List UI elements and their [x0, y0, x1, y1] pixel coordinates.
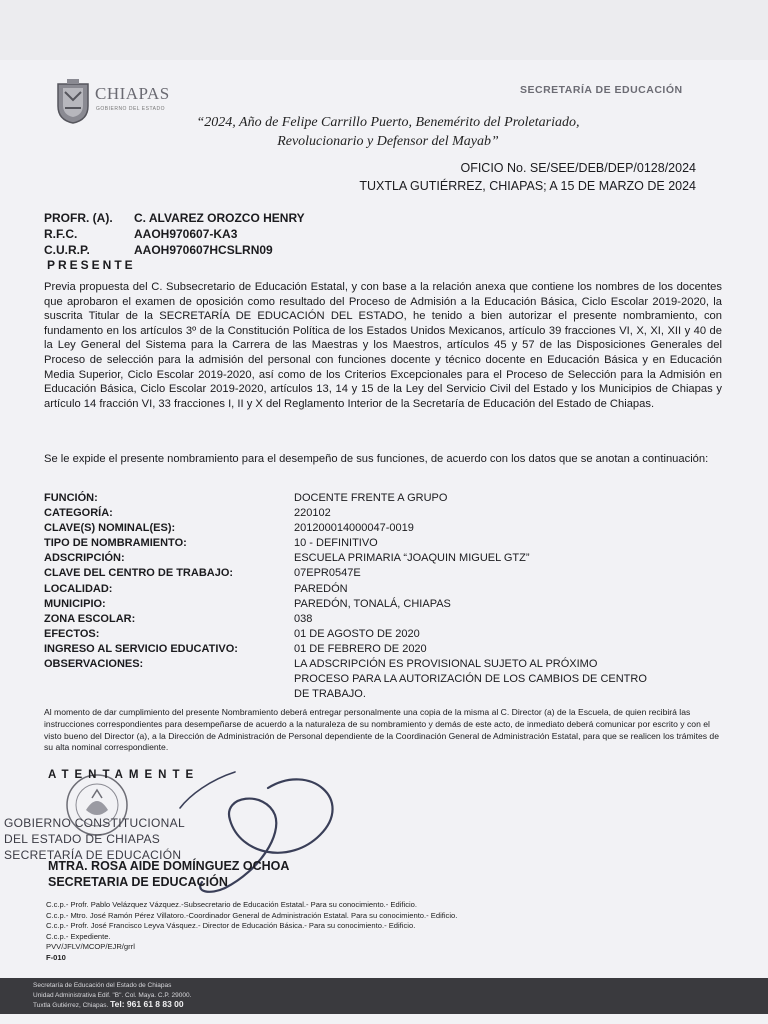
field-label: ADSCRIPCIÓN:: [44, 552, 125, 565]
ccp-line: C.c.p.- Expediente.: [46, 931, 111, 941]
field-label: TIPO DE NOMBRAMIENTO:: [44, 537, 187, 550]
field-label: INGRESO AL SERVICIO EDUCATIVO:: [44, 642, 238, 655]
place-date: TUXTLA GUTIÉRREZ, CHIAPAS; A 15 DE MARZO DE 2024: [359, 179, 696, 193]
field-label: EFECTOS:: [44, 627, 100, 640]
field-value: PAREDÓN, TONALÁ, CHIAPAS: [294, 597, 451, 610]
footer-line-3: [33, 1000, 191, 1011]
field-label: LOCALIDAD:: [44, 582, 113, 595]
footer-line-2: Unidad Administrativa Edif. "B". Col. Maya. C.P. 29000.: [33, 991, 192, 999]
rfc-label: R.F.C.: [44, 227, 78, 241]
field-value: 10 - DEFINITIVO: [294, 537, 378, 550]
footer-phone: Tel: 961 61 8 83 00: [110, 999, 184, 1009]
form-code: F-010: [46, 952, 66, 962]
ccp-line: C.c.p.- Profr. José Francisco Leyva Vásquez.- Director de Educación Básica.- Para su conocimiento.- Edificio.: [46, 921, 416, 930]
field-label: CLAVE(S) NOMINAL(ES):: [44, 522, 176, 535]
field-value: ESCUELA PRIMARIA “JOAQUIN MIGUEL GTZ”: [294, 552, 530, 565]
department-header: SECRETARÍA DE EDUCACIÓN: [520, 84, 683, 96]
field-row: [44, 597, 724, 612]
signer-name: MTRA. ROSA AIDE DOMÍNGUEZ OCHOA: [48, 859, 290, 873]
ccp-line: C.c.p.- Mtro. José Ramón Pérez Villatoro.-Coordinador General de Administración Estatal. Para su conocimiento.- Edificio.: [46, 910, 458, 920]
brand-name: CHIAPAS: [95, 84, 170, 103]
rfc-value: AAOH970607-KA3: [134, 227, 238, 241]
body-paragraph-1: Previa propuesta del C. Subsecretario de Educación Estatal, y con base a la relación anexa que contiene los nombres de los docentes que aprobaron el examen de oposición como resultado del Proceso de Admisión a la Educación Básica, Ciclo Escolar 2019-2020, la suscrita Titular de la SECRETARÍA DE EDUCACIÓN DEL ESTADO, he tenido a bien autorizar el presente nombramiento, con fundamento en los artículos 3º de la Constitución Política de los Estados Unidos Mexicanos, artículo 39 fracciones VI, X, XI, XII y 40 de la Ley General del Sistema para la Carrera de las Maestras y los Maestros, artículos 45 y 57 de las Disposiciones Generales del Proceso de selección para la admisión del personal con funciones docente y técnico docente en Educación Básica y en Educación Media Superior, Ciclo Escolar 2019-2020, así como de los Criterios Excepcionales para el Proceso de Selección para la Admisión en Educación Básica, Ciclo Escolar 2019-2020, artículos 13, 14 y 15 de la Ley del Servicio Civil del Estado y los Municipios de Chiapas y artículo 14 fracción VI, 33 fracciones I, II y X del Reglamento Interior de la Secretaría de Educación del Estado de Chiapas.: [44, 281, 722, 410]
field-row: [44, 582, 724, 597]
field-row: [44, 506, 724, 521]
field-label: OBSERVACIONES:: [44, 658, 144, 671]
chiapas-logo: [55, 78, 195, 128]
oficio-number: OFICIO No. SE/SEE/DEB/DEP/0128/2024: [460, 161, 696, 175]
field-label: CATEGORÍA:: [44, 507, 113, 520]
field-value: 038: [294, 612, 313, 625]
field-value: DOCENTE FRENTE A GRUPO: [294, 492, 448, 504]
field-value: 201200014000047-0019: [294, 522, 414, 535]
carbon-copy-list: [46, 900, 457, 963]
signer-block: [48, 858, 289, 890]
field-row: [44, 551, 724, 566]
stamp-line-1: GOBIERNO CONSTITUCIONAL: [4, 816, 185, 830]
curp-label: C.U.R.P.: [44, 243, 90, 257]
profr-label: PROFR. (A).: [44, 211, 113, 225]
body-paragraph-2: Se le expide el presente nombramiento para el desempeño de sus funciones, de acuerdo con los datos que se anotan a continuación:: [44, 453, 709, 465]
footer-bar: [0, 978, 768, 1014]
field-label: CLAVE DEL CENTRO DE TRABAJO:: [44, 567, 234, 580]
field-value: 220102: [294, 507, 331, 520]
brand-subtitle: GOBIERNO DEL ESTADO: [96, 106, 165, 112]
coat-of-arms-icon: [55, 78, 91, 124]
ccp-line: C.c.p.- Profr. Pablo Velázquez Vázquez.-Subsecretario de Educación Estatal.- Para su conocimiento.- Edificio.: [46, 900, 418, 909]
addressee-row: [44, 242, 305, 258]
field-row: [44, 627, 724, 642]
appointment-fields: [44, 491, 724, 702]
presente-heading: PRESENTE: [47, 258, 136, 272]
oficio-block: [359, 159, 696, 195]
footer-address: [33, 981, 191, 1011]
stamp-line-2: DEL ESTADO DE CHIAPAS: [4, 832, 161, 846]
field-row: [44, 642, 724, 657]
profr-value: C. ALVAREZ OROZCO HENRY: [134, 211, 305, 225]
stamp-line-3: SECRETARÍA DE EDUCACIÓN: [4, 848, 182, 862]
field-value: LA ADSCRIPCIÓN ES PROVISIONAL SUJETO AL PRÓXIMO PROCESO PARA LA AUTORIZACIÓN DE LOS CAMBIOS DE CENTRO DE TRABAJO.: [294, 658, 647, 701]
field-row: [44, 521, 724, 536]
field-row: [44, 536, 724, 551]
field-value: 01 DE FEBRERO DE 2020: [294, 642, 427, 655]
signer-title: SECRETARIA DE EDUCACIÓN: [48, 875, 228, 889]
notice-paragraph: Al momento de dar cumplimiento del presente Nombramiento deberá entregar personalmente una copia de la misma al C. Director (a) de la Escuela, de quien recibirá las instrucciones correspondientes para desempeñarse de acuerdo a la naturaleza de su nombramiento y demás de este acto, de inmediato deberá comunicar por escrito y con el visto bueno del Director (a), a la Dirección de Administración de Personal dependiente de la Coordinación General de Administración Estatal, para que se realicen los trámites de su alta nominal correspondiente.: [44, 707, 719, 753]
field-value: 07EPR0547E: [294, 567, 361, 580]
field-row: [44, 657, 724, 702]
field-value: 01 DE AGOSTO DE 2020: [294, 627, 420, 640]
field-row: [44, 612, 724, 627]
addressee-block: [44, 210, 305, 258]
field-label: FUNCIÓN:: [44, 492, 98, 504]
footer-line-1: Secretaría de Educación del Estado de Chiapas: [33, 982, 172, 989]
motto-line-1: “2024, Año de Felipe Carrillo Puerto, Benemérito del Proletariado,: [196, 115, 580, 130]
addressee-row: [44, 226, 305, 242]
addressee-row: [44, 210, 305, 226]
ccp-line: PVV/JFLV/MCOP/EJR/grrl: [46, 942, 135, 951]
field-value: PAREDÓN: [294, 582, 348, 595]
field-row: [44, 566, 724, 581]
footer-city: Tuxtla Gutiérrez, Chiapas.: [33, 1002, 109, 1009]
year-motto: [178, 113, 598, 151]
motto-line-2: Revolucionario y Defensor del Mayab”: [277, 134, 499, 149]
atentamente-heading: ATENTAMENTE: [48, 769, 200, 781]
scan-top-margin: [0, 0, 768, 60]
field-label: ZONA ESCOLAR:: [44, 612, 136, 625]
curp-value: AAOH970607HCSLRN09: [134, 243, 273, 257]
field-row: [44, 491, 724, 506]
field-label: MUNICIPIO:: [44, 597, 106, 610]
